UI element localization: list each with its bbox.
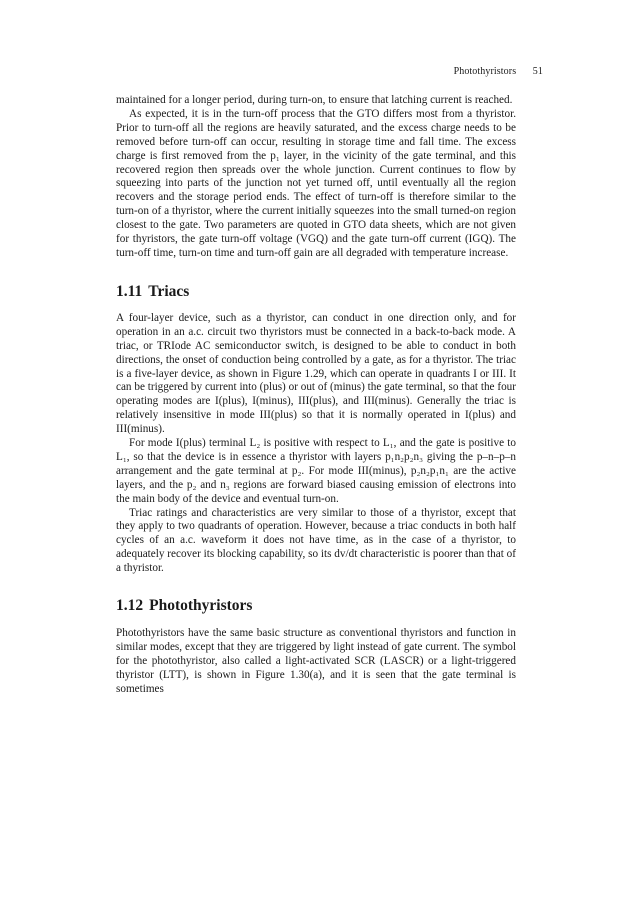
running-title: Photothyristors — [453, 66, 517, 77]
page-number: 51 — [532, 66, 543, 77]
running-header — [454, 66, 543, 77]
section-title: Photothyristors — [149, 597, 253, 615]
section-number: 1.11 — [116, 282, 143, 300]
section-number: 1.12 — [116, 597, 144, 615]
section-heading-photothyristors — [116, 597, 516, 615]
paragraph-triac-ratings: Triac ratings and characteristics are very similar to those of a thyristor, except that they apply to two quadrants of operation. However, because a triac conducts in both half cycles of an a.c. waveform it does not have time, as in the case of a thyristor, to adequately recover its blocking capability, so its dv/dt characteristic is poorer than that of a thyristor. — [116, 506, 516, 575]
section-heading-triacs — [116, 283, 516, 301]
paragraph-triac-modes: For mode I(plus) terminal L₂ is positive with respect to L₁, and the gate is positive to L₁, so that the device is in essence a thyristor with layers p₁n₂p₂n₃ giving the p–n–p–n arrangement and the gate terminal at p₂. For mode III(minus), p₂n₂p₁n₁ are the active layers, and the p₂ and n₃ regions are forward biased causing emission of electrons into the main body of the device and eventual turn-on. — [116, 437, 516, 505]
paragraph-intro-continuation: maintained for a longer period, during turn-on, to ensure that latching current is reached. — [116, 94, 513, 106]
paragraph-gto-turn-off: As expected, it is in the turn-off process that the GTO differs most from a thyristor. Prior to turn-off all the regions are heavily saturated, and the excess charge needs to be removed before turn-off can occur, resulting in storage time and fall time. The excess charge is first removed from the p₁ layer, in the vicinity of the gate terminal, and this recovered region then spreads over the whole junction. Current continues to flow by squeezing into parts of the junction not yet turned off, until eventually all the region recovers and the storage period ends. The effect of turn-off is therefore similar to the turn-on of a thyristor, where the current initially squeezes into the small turned-on region closest to the gate. Two parameters are quoted in GTO data sheets, which are not given for thyristors, the gate turn-off voltage (VGQ) and the gate turn-off current (IGQ). The turn-off time, turn-on time and turn-off gain are all degraded with temperature increase. — [116, 107, 516, 259]
body-text — [116, 94, 516, 697]
paragraph-triac-intro: A four-layer device, such as a thyristor, can conduct in one direction only, and for operation in an a.c. circuit two thyristors must be connected in a back-to-back mode. A triac, or TRIode AC semiconductor switch, is designed to be able to conduct in both directions, the onset of conduction being controlled by a gate, as for a thyristor. The triac is a five-layer device, as shown in Figure 1.29, which can operate in quadrants I or III. It can be triggered by current into (plus) or out of (minus) the gate terminal, so that the four operating modes are I(plus), I(minus), III(plus), and III(minus). Generally the triac is relatively insensitive in mode III(plus) so that it is normally operated in I(plus) and III(minus). — [116, 311, 516, 436]
paragraph-photothyristor-intro: Photothyristors have the same basic structure as conventional thyristors and function in similar modes, except that they are triggered by light instead of gate current. The symbol for the photothyristor, also called a light-activated SCR (LASCR) or a light-triggered thyristor (LTT), is shown in Figure 1.30(a), and it is seen that the gate terminal is sometimes — [116, 627, 516, 695]
section-title: Triacs — [148, 282, 190, 300]
